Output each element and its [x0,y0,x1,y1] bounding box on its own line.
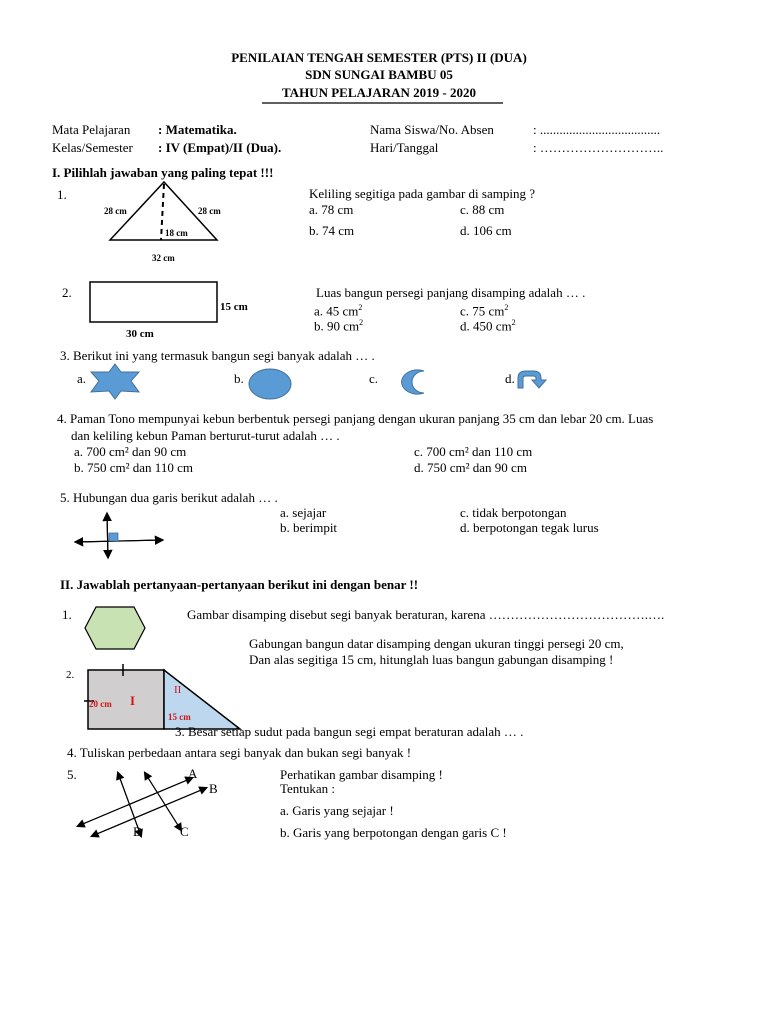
q4-option-c: c. 700 cm² dan 110 cm [414,444,533,459]
s2-q5-option-a: a. Garis yang sejajar ! [280,803,394,818]
q1-question: Keliling segitiga pada gambar di samping ? [309,186,535,201]
q2-number: 2. [62,285,72,300]
s2-q2-number: 2. [66,669,75,681]
title-line-3: TAHUN PELAJARAN 2019 - 2020 [281,85,477,100]
q5-option-a: a. sejajar [280,505,327,520]
section-2-title: II. Jawablah pertanyaan-pertanyaan berikut ini dengan benar !! [60,577,419,592]
q1-side-left-label: 28 cm [104,206,127,216]
section-1-title: I. Pilihlah jawaban yang paling tepat !!! [52,165,274,180]
line-label-d: D [133,824,143,839]
q2-option-c: c. 75 $cm^2$ [460,303,509,319]
date-label: Hari/Tanggal [370,140,439,155]
title-line-1: PENILAIAN TENGAH SEMESTER (PTS) II (DUA) [231,50,527,65]
q1-option-d: d. 106 cm [460,223,512,238]
s2-q2-line-1: Gabungan bangun datar disamping dengan ukuran tinggi persegi 20 cm, [249,636,624,651]
s2-q4-text: 4. Tuliskan perbedaan antara segi banyak dan bukan segi banyak ! [67,745,412,760]
date-value: : ……………………….. [533,140,664,155]
q5-question: 5. Hubungan dua garis berikut adalah … . [60,490,278,505]
q1-option-b: b. 74 cm [309,223,355,238]
q2-length-label: 30 cm [126,328,154,340]
q5-option-d: d. berpotongan tegak lurus [460,520,599,535]
line-label-b: B [209,781,218,796]
q4-option-b: b. 750 cm² dan 110 cm [74,460,193,475]
q2-option-a: a. 45 $cm^2$ [314,303,363,319]
q4-option-a: a. 700 cm² dan 90 cm [74,444,187,459]
q2-option-b: b. 90 $cm^2$ [314,318,364,334]
class-value: : IV (Empat)/II (Dua). [158,140,282,155]
line-label-c: C [180,824,189,839]
q1-option-c: c. 88 cm [460,202,505,217]
name-label: Nama Siswa/No. Absen [370,122,494,137]
s2-q1-number: 1. [62,607,72,622]
q4-option-d: d. 750 cm² dan 90 cm [414,460,527,475]
q3-question: 3. Berikut ini yang termasuk bangun segi banyak adalah … . [60,348,375,363]
q5-option-c: c. tidak berpotongan [460,505,567,520]
q2-option-d: d. 450 $cm^2$ [460,318,516,334]
composite-part-ii-label: II [174,684,182,696]
q2-question: Luas bangun persegi panjang disamping adalah … . [316,285,586,300]
s2-q3-text: 3. Besar setiap sudut pada bangun segi empat beraturan adalah … . [175,724,524,739]
composite-base-label: 15 cm [168,712,191,722]
title-line-2: SDN SUNGAI BAMBU 05 [305,67,453,82]
q1-height-label: 18 cm [165,228,188,238]
q1-side-right-label: 28 cm [198,206,221,216]
composite-height-label: 20 cm [89,699,112,709]
composite-part-i-label: I [130,693,136,708]
q3-option-b: b. [234,371,244,386]
s2-q5-option-b: b. Garis yang berpotongan dengan garis C ! [280,825,507,840]
name-value: : ..................................... [533,122,661,137]
q4-line-2: dan keliling kebun Paman berturut-turut adalah … . [71,428,340,443]
q2-width-label: 15 cm [220,301,248,313]
q1-option-a: a. 78 cm [309,202,354,217]
q1-number: 1. [57,187,67,202]
s2-q2-line-2: Dan alas segitiga 15 cm, hitunglah luas bangun gabungan disamping ! [249,652,614,667]
subject-value: : Matematika. [158,122,237,137]
s2-q5-number: 5. [67,767,77,782]
q3-option-d: d. [505,371,515,386]
q3-option-a: a. [77,371,87,386]
subject-label: Mata Pelajaran [52,122,131,137]
s2-q5-line-2: Tentukan : [280,781,336,796]
s2-q5-line-1: Perhatikan gambar disamping ! [280,767,443,782]
q3-option-c: c. [369,371,379,386]
q4-line-1: 4. Paman Tono mempunyai kebun berbentuk persegi panjang dengan ukuran panjang 35 cm dan lebar 20 cm. Luas [57,411,654,426]
line-label-a: A [188,766,198,781]
s2-q1-text: Gambar disamping disebut segi banyak beraturan, karena ……………………………….…. [187,607,665,622]
q1-base-label: 32 cm [152,253,175,263]
q5-option-b: b. berimpit [280,520,338,535]
class-label: Kelas/Semester [52,140,133,155]
